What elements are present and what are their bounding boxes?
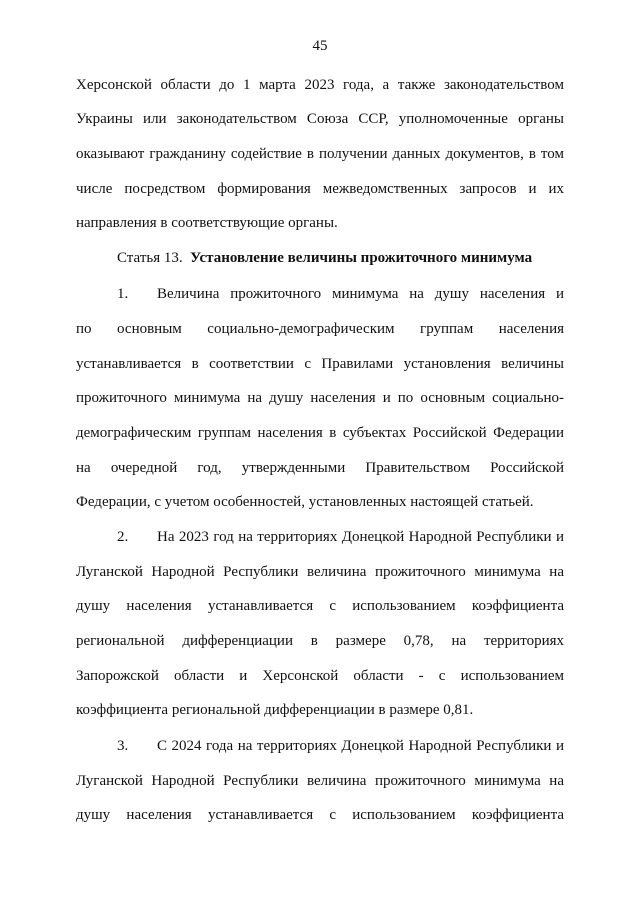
text-line: демографическим группам населения в субъектах Российской Федерации xyxy=(76,425,564,441)
text-line: коэффициента региональной дифференциации в размере 0,81. xyxy=(76,702,474,718)
text-line: душу населения устанавливается с использованием коэффициента xyxy=(76,598,564,614)
item-number: 1. xyxy=(117,286,129,302)
item-first-text: С 2024 года на территориях Донецкой Народной Республики и xyxy=(157,738,564,754)
text-line: прожиточного минимума на душу населения и по основным социально- xyxy=(76,390,564,406)
text-line: Луганской Народной Республики величина прожиточного минимума на xyxy=(76,773,564,789)
article-title: Установление величины прожиточного минимума xyxy=(190,250,533,266)
item-first-text: Величина прожиточного минимума на душу населения и xyxy=(157,286,564,302)
text-line: устанавливается в соответствии с Правилами установления величины xyxy=(76,356,564,372)
text-line: региональной дифференциации в размере 0,78, на территориях xyxy=(76,633,564,649)
text-line: Запорожской области и Херсонской области - с использованием xyxy=(76,668,564,684)
text-line: числе посредством формирования межведомственных запросов и их xyxy=(76,181,564,197)
page-number: 45 xyxy=(312,38,328,54)
text-line: на очередной год, утвержденными Правительством Российской xyxy=(76,460,564,476)
text-line: направления в соответствующие органы. xyxy=(76,215,338,231)
article-label: Статья 13. xyxy=(117,250,183,266)
item-first-line xyxy=(117,284,564,304)
article-heading xyxy=(117,248,532,268)
text-line: Луганской Народной Республики величина прожиточного минимума на xyxy=(76,564,564,580)
text-line: оказывают гражданину содействие в получении данных документов, в том xyxy=(76,146,564,162)
text-line: по основным социально-демографическим группам населения xyxy=(76,321,564,337)
text-line: Украины или законодательством Союза ССР, уполномоченные органы xyxy=(76,111,564,127)
item-first-text: На 2023 год на территориях Донецкой Народной Республики и xyxy=(157,529,564,545)
item-first-line xyxy=(117,736,564,756)
text-line: душу населения устанавливается с использованием коэффициента xyxy=(76,807,564,823)
text-line: Федерации, с учетом особенностей, установленных настоящей статьей. xyxy=(76,494,534,510)
item-first-line xyxy=(117,527,564,547)
text-line: Херсонской области до 1 марта 2023 года, а также законодательством xyxy=(76,77,564,93)
item-number: 2. xyxy=(117,529,129,545)
item-number: 3. xyxy=(117,738,129,754)
